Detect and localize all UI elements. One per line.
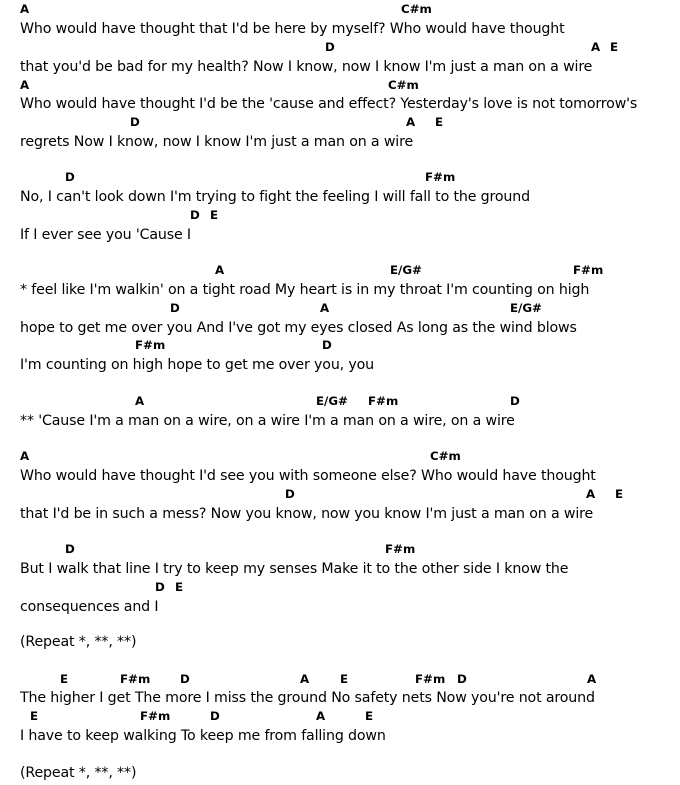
chord: A	[20, 2, 30, 16]
chord: F#m	[368, 394, 399, 408]
chord: E	[210, 208, 219, 222]
chord: F#m	[573, 263, 604, 277]
chord: E	[30, 709, 39, 723]
lyric-line: No, I can't look down I'm trying to fight the feeling I will fall to the ground	[20, 189, 530, 205]
chord: C#m	[430, 449, 461, 463]
lyric-line: * feel like I'm walkin' on a tight road My heart is in my throat I'm counting on high	[20, 282, 590, 298]
chord: E/G#	[390, 263, 422, 277]
chord: D	[322, 338, 332, 352]
chord: E	[175, 580, 184, 594]
chord: F#m	[385, 542, 416, 556]
chord: A	[591, 40, 601, 54]
chord: A	[320, 301, 330, 315]
chord: E	[365, 709, 374, 723]
chord: A	[215, 263, 225, 277]
chord: D	[65, 542, 75, 556]
chord: F#m	[120, 672, 151, 686]
chord: A	[406, 115, 416, 129]
chord: A	[586, 487, 596, 501]
chord: D	[285, 487, 295, 501]
chord: D	[170, 301, 180, 315]
chord: E/G#	[316, 394, 348, 408]
lyric-line: hope to get me over you And I've got my eyes closed As long as the wind blows	[20, 320, 577, 336]
lyric-line: I'm counting on high hope to get me over you, you	[20, 357, 375, 373]
chord: D	[510, 394, 520, 408]
chord: D	[325, 40, 335, 54]
repeat-note: (Repeat *, **, **)	[20, 765, 137, 781]
chord: D	[65, 170, 75, 184]
chord: A	[316, 709, 326, 723]
lyric-line: that I'd be in such a mess? Now you know, now you know I'm just a man on a wire	[20, 506, 594, 522]
lyric-line: I have to keep walking To keep me from falling down	[20, 728, 386, 744]
lyric-line: ** 'Cause I'm a man on a wire, on a wire I'm a man on a wire, on a wire	[20, 413, 515, 429]
lyric-line: that you'd be bad for my health? Now I know, now I know I'm just a man on a wire	[20, 59, 593, 75]
lyric-line: Who would have thought I'd see you with someone else? Who would have thought	[20, 468, 596, 484]
lyric-line: regrets Now I know, now I know I'm just a man on a wire	[20, 134, 414, 150]
chord: F#m	[425, 170, 456, 184]
chord: A	[20, 449, 30, 463]
chord: D	[180, 672, 190, 686]
chord: A	[587, 672, 597, 686]
chord: D	[155, 580, 165, 594]
lyric-line: If I ever see you 'Cause I	[20, 227, 191, 243]
chord: D	[457, 672, 467, 686]
chord: A	[135, 394, 145, 408]
lyric-line: Who would have thought that I'd be here by myself? Who would have thought	[20, 21, 565, 37]
chord: E	[60, 672, 69, 686]
lyric-line: consequences and I	[20, 599, 159, 615]
lyric-line: But I walk that line I try to keep my senses Make it to the other side I know the	[20, 561, 569, 577]
chord: F#m	[135, 338, 166, 352]
chord: D	[190, 208, 200, 222]
chord: C#m	[388, 78, 419, 92]
lyric-line: The higher I get The more I miss the ground No safety nets Now you're not around	[20, 690, 595, 706]
chord: D	[210, 709, 220, 723]
chord: E/G#	[510, 301, 542, 315]
chord: E	[340, 672, 349, 686]
chord: A	[300, 672, 310, 686]
chord: E	[435, 115, 444, 129]
chord: E	[615, 487, 624, 501]
chord: A	[20, 78, 30, 92]
chord: D	[130, 115, 140, 129]
repeat-note: (Repeat *, **, **)	[20, 634, 137, 650]
chord: F#m	[415, 672, 446, 686]
chord: F#m	[140, 709, 171, 723]
lyric-line: Who would have thought I'd be the 'cause and effect? Yesterday's love is not tomorrow's	[20, 96, 638, 112]
chord: C#m	[401, 2, 432, 16]
chord: E	[610, 40, 619, 54]
